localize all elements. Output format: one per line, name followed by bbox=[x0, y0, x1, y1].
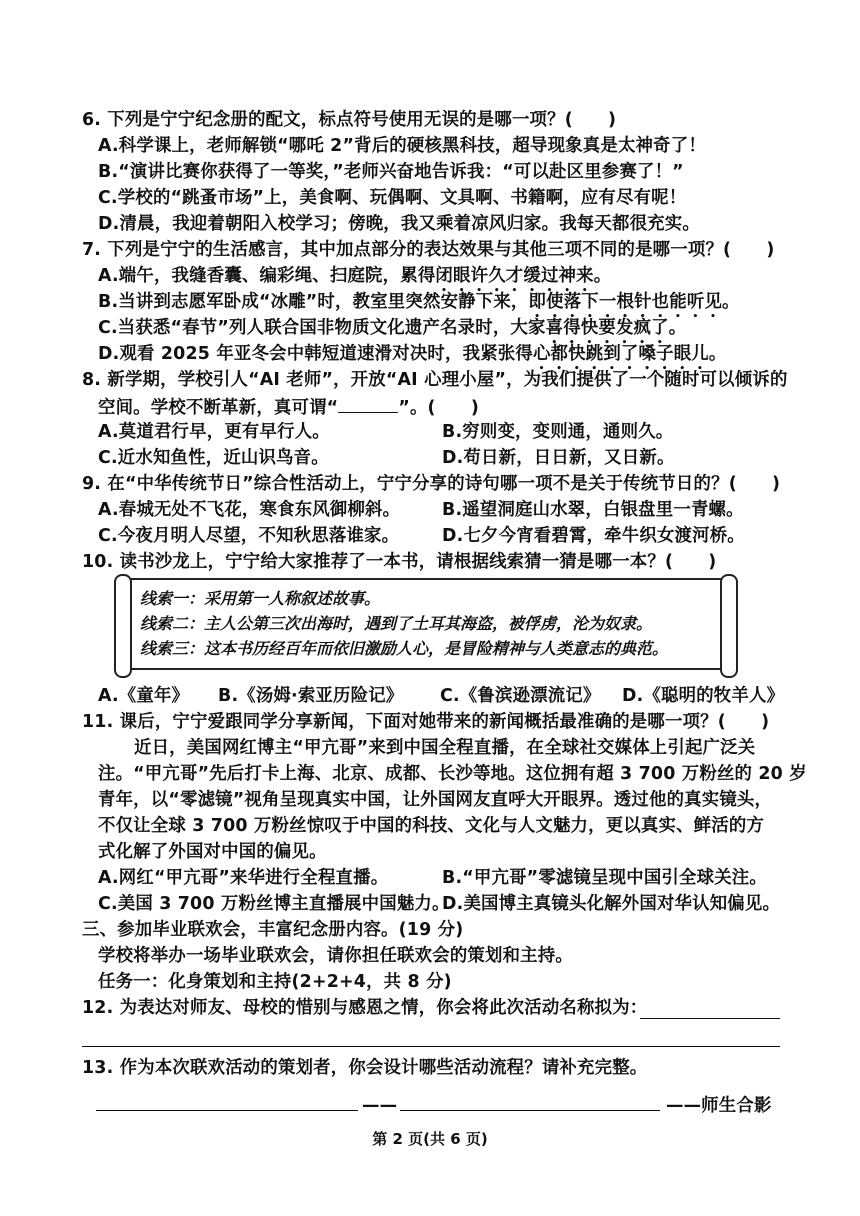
q11-option-d: D.美国博主真镜头化解外国对华认知偏见。 bbox=[442, 894, 781, 914]
q7-b-dotted: 即使落下一根针也能听见 bbox=[528, 292, 723, 312]
q10-stem: 10. 读书沙龙上，宁宁给大家推荐了一本书，请根据线索猜一猜是哪一本？( ) bbox=[82, 552, 717, 572]
q7-b-end: 。 bbox=[722, 292, 740, 312]
q13-end-step: ——师生合影 bbox=[666, 1096, 772, 1116]
q7-a-end: 。 bbox=[593, 266, 612, 286]
q11-option-a: A.网红“甲亢哥”来华进行全程直播。 bbox=[98, 868, 389, 888]
q9-option-a: A.春城无处不飞花，寒食东风御柳斜。 bbox=[98, 500, 401, 520]
q7-c-dotted: 喜得快要发疯了 bbox=[545, 318, 669, 338]
news-para-line5: 式化解了外国对中国的偏见。 bbox=[98, 842, 327, 862]
q12-stem: 12. 为表达对师友、母校的惜别与感恩之情，你会将此次活动名称拟为： bbox=[82, 998, 648, 1018]
q10-option-a: A.《童年》 bbox=[98, 686, 190, 706]
q10-option-b: B.《汤姆·索亚历险记》 bbox=[218, 686, 404, 706]
page-number: 第 2 页(共 6 页) bbox=[372, 1130, 488, 1148]
q9-option-b: B.遥望洞庭山水翠，白银盘里一青螺。 bbox=[442, 500, 744, 520]
q7-d-end: 。 bbox=[708, 344, 727, 364]
news-para-line1: 近日，美国网红博主“甲亢哥”来到中国全程直播，在全球社交媒体上引起广泛关 bbox=[134, 738, 756, 758]
q8-option-d: D.苟日新，日日新，又日新。 bbox=[442, 448, 675, 468]
q8-option-a: A.莫道君行早，更有早行人。 bbox=[98, 422, 330, 442]
q8-answer-blank[interactable] bbox=[338, 394, 398, 413]
q12-answer-line-2[interactable] bbox=[82, 1046, 780, 1047]
q9-stem: 9. 在“中华传统节日”综合性活动上，宁宁分享的诗句哪一项不是关于传统节日的？( ) bbox=[82, 474, 781, 494]
q13-blank-1[interactable] bbox=[96, 1110, 358, 1111]
news-para-line4: 不仅让全球 3 700 万粉丝惊叹于中国的科技、文化与人文魅力，更以真实、鲜活的方 bbox=[98, 816, 765, 836]
q6-option-c: C.学校的“跳蚤市场”上，美食啊、玩偶啊、文具啊、书籍啊，应有尽有呢！ bbox=[98, 188, 687, 208]
q8-option-b: B.穷则变，变则通，通则久。 bbox=[442, 422, 674, 442]
news-para-line3: 青年，以“零滤镜”视角呈现真实中国，让外国网友直呼大开眼界。透过他的真实镜头， bbox=[98, 790, 773, 810]
task1-label: 任务一：化身策划和主持(2+2+4，共 8 分) bbox=[98, 972, 452, 992]
q12-answer-line-1[interactable] bbox=[640, 1018, 780, 1019]
q6-stem: 6. 下列是宁宁纪念册的配文，标点符号使用无误的是哪一项？( ) bbox=[82, 110, 617, 130]
q9-option-c: C.今夜月明人尽望，不知秋思落谁家。 bbox=[98, 526, 400, 546]
q6-option-a: A.科学课上，老师解锁“哪吒 2”背后的硬核黑科技，超导现象真是太神奇了！ bbox=[98, 136, 706, 156]
clue-2: 线索二：主人公第三次出海时，遇到了土耳其海盗，被俘虏，沦为奴隶。 bbox=[140, 614, 653, 633]
q7-d-dotted: 心都快跳到了嗓子眼儿 bbox=[532, 344, 709, 364]
q7-a-text: A.端午，我缝香囊、编彩绳、扫庭院，累得 bbox=[98, 266, 436, 286]
q6-option-d: D.清晨，我迎着朝阳入校学习；傍晚，我又乘着凉风归家。我每天都很充实。 bbox=[98, 214, 700, 234]
q8-option-c: C.近水知鱼性，近山识鸟音。 bbox=[98, 448, 329, 468]
q11-option-b: B.“甲亢哥”零滤镜呈现中国引全球关注。 bbox=[442, 868, 767, 888]
q7-stem: 7. 下列是宁宁的生活感言，其中加点部分的表达效果与其他三项不同的是哪一项？( ) bbox=[82, 240, 775, 260]
clue-1: 线索一：采用第一人称叙述故事。 bbox=[140, 589, 381, 608]
news-para-line2: 注。“甲亢哥”先后打卡上海、北京、成都、长沙等地。这位拥有超 3 700 万粉丝的 20 岁 bbox=[98, 764, 807, 784]
clue-scroll-box bbox=[122, 578, 730, 670]
q7-c-text: C.当获悉“春节”列人联合国非物质文化遗产名录时，大家 bbox=[98, 318, 546, 338]
q11-stem: 11. 课后，宁宁爱跟同学分享新闻，下面对她带来的新闻概括最准确的是哪一项？( ) bbox=[82, 712, 770, 732]
q6-option-b: B.“演讲比赛你获得了一等奖，”老师兴奋地告诉我：“可以赴区里参赛了！” bbox=[98, 162, 684, 182]
q9-option-d: D.七夕今宵看碧霄，牵牛织女渡河桥。 bbox=[442, 526, 745, 546]
q10-option-c: C.《鲁滨逊漂流记》 bbox=[440, 686, 601, 706]
q13-blank-2[interactable] bbox=[400, 1110, 660, 1111]
section3-title: 三、参加毕业联欢会，丰富纪念册内容。(19 分) bbox=[82, 920, 464, 940]
q13-stem: 13. 作为本次联欢活动的策划者，你会设计哪些活动流程？请补充完整。 bbox=[82, 1058, 648, 1078]
q7-c-end: 。 bbox=[668, 318, 687, 338]
q8-stem-text: 空间。学校不断革新，真可谓“ bbox=[98, 398, 339, 418]
q7-a-dotted: 闭眼许久才缓过神来 bbox=[435, 266, 594, 286]
q11-option-c: C.美国 3 700 万粉丝博主直播展中国魅力。 bbox=[98, 894, 450, 914]
q8-stem-line2 bbox=[98, 394, 479, 420]
section3-intro: 学校将举办一场毕业联欢会，请你担任联欢会的策划和主持。 bbox=[98, 946, 573, 966]
q8-stem-end: ”。( ) bbox=[398, 398, 480, 418]
q7-b-text: B.当讲到志愿军卧成“冰雕”时，教室里突然安静下来， bbox=[98, 292, 529, 312]
q7-d-text: D.观看 2025 年亚冬会中韩短道速滑对决时，我紧张得 bbox=[98, 344, 533, 364]
q13-dash: —— bbox=[362, 1096, 398, 1116]
q8-stem-line1: 8. 新学期，学校引人“AI 老师”，开放“AI 心理小屋”，为我们提供了一个随时可以倾诉的 bbox=[82, 370, 788, 390]
q10-option-d: D.《聪明的牧羊人》 bbox=[622, 686, 785, 706]
clue-3: 线索三：这本书历经百年而依旧激励人心，是冒险精神与人类意志的典范。 bbox=[140, 639, 669, 658]
